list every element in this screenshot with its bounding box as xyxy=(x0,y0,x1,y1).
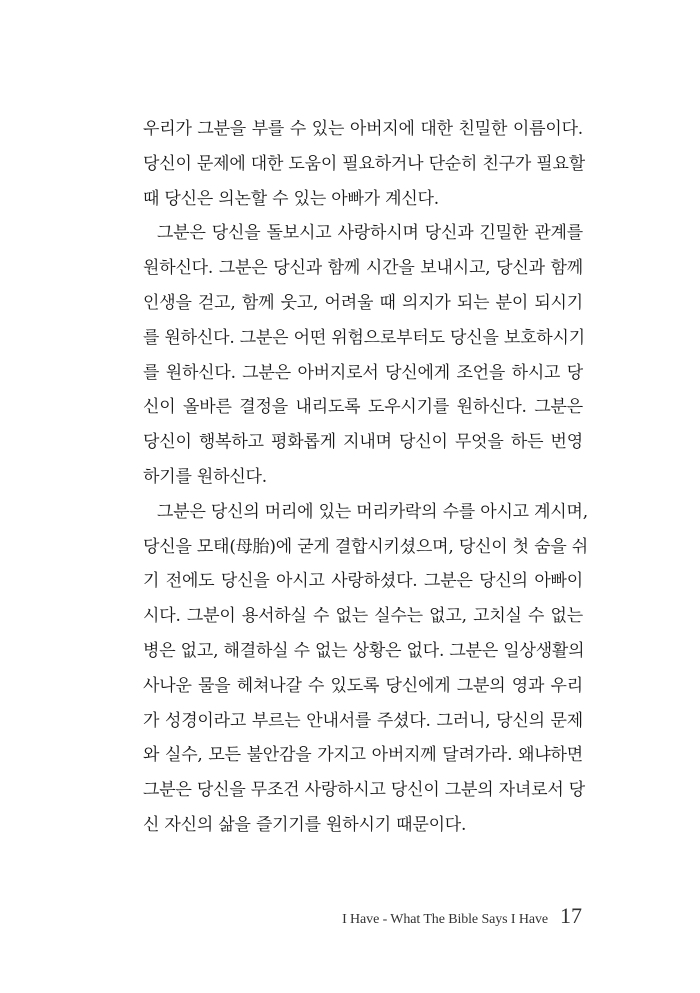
text-line: 당신을 모태(母胎)에 굳게 결합시키셨으며, 당신이 첫 숨을 쉬 xyxy=(143,536,588,557)
text-line: 그분은 당신을 돌보시고 사랑하시며 당신과 긴밀한 관계를 xyxy=(157,223,583,244)
text-line: 그분은 당신을 무조건 사랑하시고 당신이 그분의 자녀로서 당 xyxy=(143,780,585,801)
text-line: 시다. 그분이 용서하실 수 없는 실수는 없고, 고치실 수 없는 xyxy=(143,606,583,627)
text-line: 그분은 당신의 머리에 있는 머리카락의 수를 아시고 계시며, xyxy=(157,501,588,522)
text-line: 때 당신은 의논할 수 있는 아빠가 계신다. xyxy=(143,188,439,209)
text-line: 병은 없고, 해결하실 수 없는 상황은 없다. 그분은 일상생활의 xyxy=(143,640,585,661)
text-line: 와 실수, 모든 불안감을 가지고 아버지께 달려가라. 왜냐하면 xyxy=(143,745,583,766)
body-text xyxy=(143,112,588,843)
text-line: 신 자신의 삶을 즐기기를 원하시기 때문이다. xyxy=(143,814,467,835)
text-line: 당신이 행복하고 평화롭게 지내며 당신이 무엇을 하든 번영 xyxy=(143,432,583,453)
text-line: 사나운 물을 헤쳐나갈 수 있도록 당신에게 그분의 영과 우리 xyxy=(143,675,583,696)
text-line: 하기를 원하신다. xyxy=(143,466,267,487)
text-line: 를 원하신다. 그분은 아버지로서 당신에게 조언을 하시고 당 xyxy=(143,362,583,383)
text-line: 신이 올바른 결정을 내리도록 도우시기를 원하신다. 그분은 xyxy=(143,397,583,418)
text-line: 가 성경이라고 부르는 안내서를 주셨다. 그러니, 당신의 문제 xyxy=(143,710,583,731)
page-number: 17 xyxy=(560,903,582,928)
text-line: 당신이 문제에 대한 도움이 필요하거나 단순히 친구가 필요할 xyxy=(143,153,585,174)
text-line: 우리가 그분을 부를 수 있는 아버지에 대한 친밀한 이름이다. xyxy=(143,119,583,139)
text-line: 를 원하신다. 그분은 어떤 위험으로부터도 당신을 보호하시기 xyxy=(143,327,585,348)
text-line: 원하신다. 그분은 당신과 함께 시간을 보내시고, 당신과 함께 xyxy=(143,258,583,279)
page-footer xyxy=(342,903,582,929)
text-line: 기 전에도 당신을 아시고 사랑하셨다. 그분은 당신의 아빠이 xyxy=(143,571,583,592)
text-line: 인생을 걷고, 함께 웃고, 어려울 때 의지가 되는 분이 되시기 xyxy=(143,292,583,313)
running-title: I Have - What The Bible Says I Have xyxy=(342,912,548,927)
